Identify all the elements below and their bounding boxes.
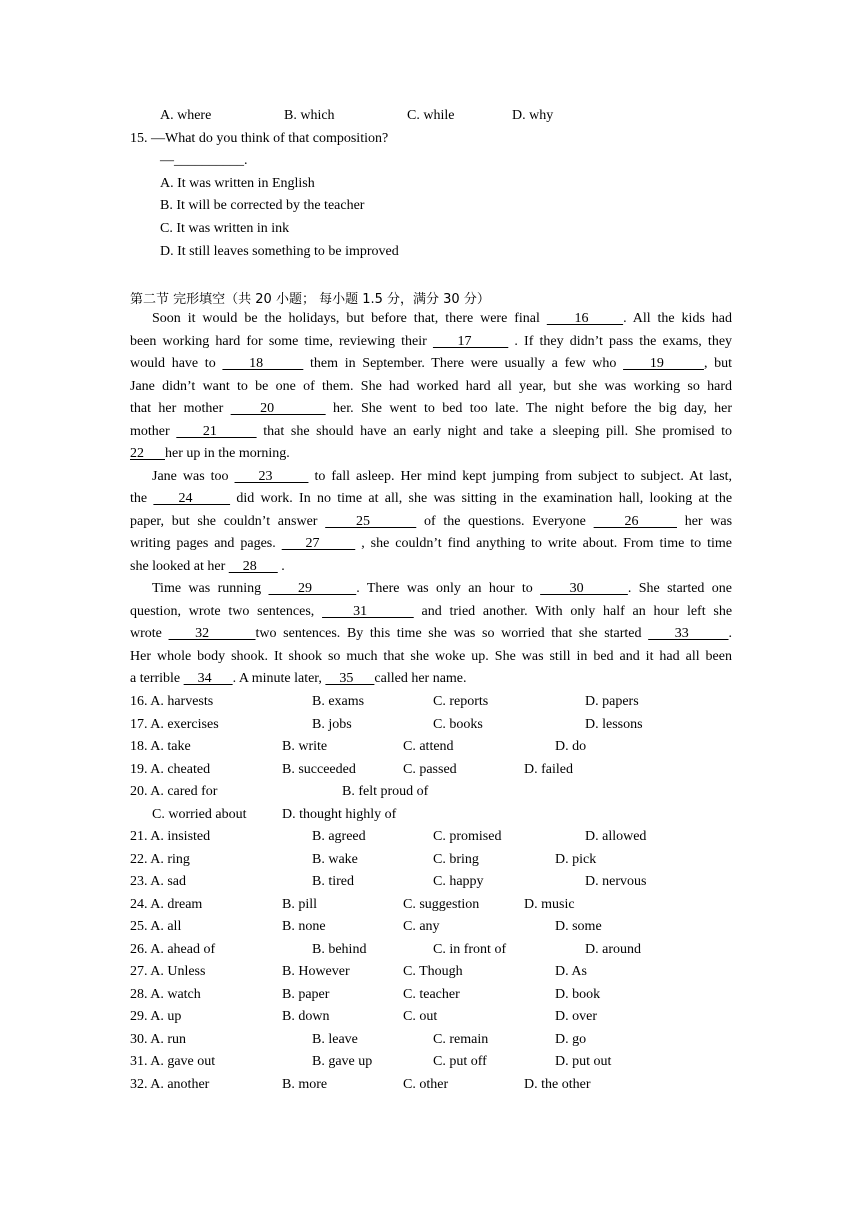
blank-25: 25 (325, 514, 417, 529)
passage-line: 22 her up in the morning. (130, 446, 290, 461)
question-option-a: 22. A. ring (130, 852, 190, 867)
blank-27: 27 (281, 536, 356, 551)
q14-option-a: A. where (160, 108, 212, 123)
q15-stem: 15. —What do you think of that composition? (130, 131, 389, 146)
passage-line: that her mother 20 her. She went to bed too late. The night before the big day, her (130, 401, 733, 416)
blank-23: 23 (234, 469, 309, 484)
question-option-a: 17. A. exercises (130, 717, 219, 732)
question-option-d: D. around (585, 942, 641, 957)
question-option-d: D. allowed (585, 829, 647, 844)
blank-17: 17 (432, 334, 509, 349)
passage-line: Soon it would be the holidays, but before that, there were final 16 . All the kids had (152, 311, 733, 326)
blank-18: 18 (222, 356, 304, 371)
passage-line: paper, but she couldn’t answer 25 of the questions. Everyone 26 her was (130, 514, 733, 529)
q15-reply: —__________. (160, 153, 248, 168)
blank-28: 28 (228, 559, 278, 574)
question-option-c: C. Though (403, 964, 463, 979)
blank-22: 22 (130, 446, 165, 461)
blank-26: 26 (593, 514, 677, 529)
question-option-d: D. book (555, 987, 601, 1002)
question-option-c: C. out (403, 1009, 438, 1024)
question-option-a: 29. A. up (130, 1009, 182, 1024)
question-option-c: C. in front of (433, 942, 507, 957)
passage-line: a terrible 34 . A minute later, 35 called her name. (130, 671, 467, 686)
blank-21: 21 (176, 424, 257, 439)
question-option-b: B. more (282, 1077, 328, 1092)
q14-option-c: C. while (407, 108, 455, 123)
question-option-a: 25. A. all (130, 919, 182, 934)
question-option-a: 28. A. watch (130, 987, 201, 1002)
question-option-a: 24. A. dream (130, 897, 203, 912)
passage-line: Jane was too 23 to fall asleep. Her mind kept jumping from subject to subject. At last, (152, 469, 733, 484)
question-option-c: C. teacher (403, 987, 460, 1002)
question-option-b: B. exams (312, 694, 365, 709)
passage-line: the 24 did work. In no time at all, she was sitting in the examination hall, looking at the (130, 491, 733, 506)
question-option-b: B. felt proud of (342, 784, 429, 799)
passage-line: been working hard for some time, reviewing their 17 . If they didn’t pass the exams, they (130, 334, 733, 349)
question-option-c: C. attend (403, 739, 454, 754)
q14-option-d: D. why (512, 108, 554, 123)
blank-32: 32 (168, 626, 256, 641)
question-option-b: B. none (282, 919, 326, 934)
question-option-d: D. the other (524, 1077, 591, 1092)
question-option-d: D. go (555, 1032, 587, 1047)
question-option-b: B. wake (312, 852, 358, 867)
question-option-d: D. pick (555, 852, 597, 867)
blank-19: 19 (623, 356, 704, 371)
question-option-d: D. some (555, 919, 602, 934)
question-option-c: C. reports (433, 694, 489, 709)
passage-line: wrote 32 two sentences. By this time she was so worried that she started 33 . (130, 626, 733, 641)
q15-option-c: C. It was written in ink (160, 221, 290, 236)
question-option-d: D. over (555, 1009, 597, 1024)
blank-20: 20 (230, 401, 326, 416)
question-option-d: D. thought highly of (282, 807, 397, 822)
question-option-c: C. remain (433, 1032, 489, 1047)
question-option-a: 21. A. insisted (130, 829, 211, 844)
question-option-b: B. agreed (312, 829, 366, 844)
question-option-b: B. jobs (312, 717, 352, 732)
question-option-c: C. books (433, 717, 483, 732)
q15-option-d: D. It still leaves something to be improved (160, 244, 399, 259)
question-option-b: B. leave (312, 1032, 358, 1047)
blank-33: 33 (648, 626, 729, 641)
q15-option-a: A. It was written in English (160, 176, 315, 191)
blank-16: 16 (546, 311, 624, 326)
question-option-c: C. put off (433, 1054, 487, 1069)
question-option-d: D. do (555, 739, 587, 754)
question-option-d: D. nervous (585, 874, 647, 889)
question-option-b: B. However (282, 964, 350, 979)
question-option-c: C. suggestion (403, 897, 480, 912)
passage-line: she looked at her 28 . (130, 559, 285, 574)
passage-line: Jane didn’t want to be one of them. She had worked hard all year, but she was working so hard (130, 379, 732, 394)
q14-option-b: B. which (284, 108, 335, 123)
blank-35: 35 (325, 671, 375, 686)
question-option-d: D. lessons (585, 717, 643, 732)
blank-29: 29 (268, 581, 357, 596)
passage-line: would have to 18 them in September. There were usually a few who 19 , but (130, 356, 733, 371)
question-option-b: B. pill (282, 897, 318, 912)
section-heading: 第二节 完形填空（共 20 小题； 每小题 1.5 分，满分 30 分） (130, 292, 490, 307)
question-option-a: 19. A. cheated (130, 762, 211, 777)
question-option-b: B. gave up (312, 1054, 373, 1069)
question-option-b: B. tired (312, 874, 354, 889)
passage-line: mother 21 that she should have an early night and take a sleeping pill. She promised to (130, 424, 733, 439)
question-option-c: C. worried about (152, 807, 247, 822)
question-option-a: 26. A. ahead of (130, 942, 216, 957)
q15-option-b: B. It will be corrected by the teacher (160, 198, 365, 213)
question-option-a: 16. A. harvests (130, 694, 214, 709)
blank-30: 30 (540, 581, 628, 596)
question-option-a: 20. A. cared for (130, 784, 218, 799)
question-option-b: B. write (282, 739, 328, 754)
passage-line: Her whole body shook. It shook so much that she woke up. She was still in bed and it had all been (130, 649, 732, 664)
question-option-a: 18. A. take (130, 739, 191, 754)
question-option-a: 31. A. gave out (130, 1054, 216, 1069)
question-option-d: D. As (555, 964, 587, 979)
question-option-a: 30. A. run (130, 1032, 186, 1047)
question-option-c: C. promised (433, 829, 502, 844)
blank-34: 34 (183, 671, 233, 686)
question-option-c: C. passed (403, 762, 457, 777)
question-option-a: 27. A. Unless (130, 964, 206, 979)
question-option-d: D. music (524, 897, 575, 912)
question-option-b: B. succeeded (282, 762, 356, 777)
question-option-b: B. behind (312, 942, 367, 957)
question-option-c: C. bring (433, 852, 479, 867)
question-option-b: B. down (282, 1009, 330, 1024)
blank-24: 24 (153, 491, 231, 506)
blank-31: 31 (322, 604, 414, 619)
question-option-d: D. put out (555, 1054, 612, 1069)
question-option-d: D. failed (524, 762, 573, 777)
question-option-c: C. other (403, 1077, 449, 1092)
question-option-c: C. happy (433, 874, 484, 889)
passage-line: Time was running 29 . There was only an hour to 30 . She started one (152, 581, 733, 596)
question-option-c: C. any (403, 919, 440, 934)
question-option-b: B. paper (282, 987, 330, 1002)
passage-line: question, wrote two sentences, 31 and tried another. With only half an hour left she (130, 604, 733, 619)
passage-line: writing pages and pages. 27 , she couldn’t find anything to write about. From time to time (130, 536, 733, 551)
question-option-a: 32. A. another (130, 1077, 210, 1092)
question-option-d: D. papers (585, 694, 639, 709)
question-option-a: 23. A. sad (130, 874, 186, 889)
